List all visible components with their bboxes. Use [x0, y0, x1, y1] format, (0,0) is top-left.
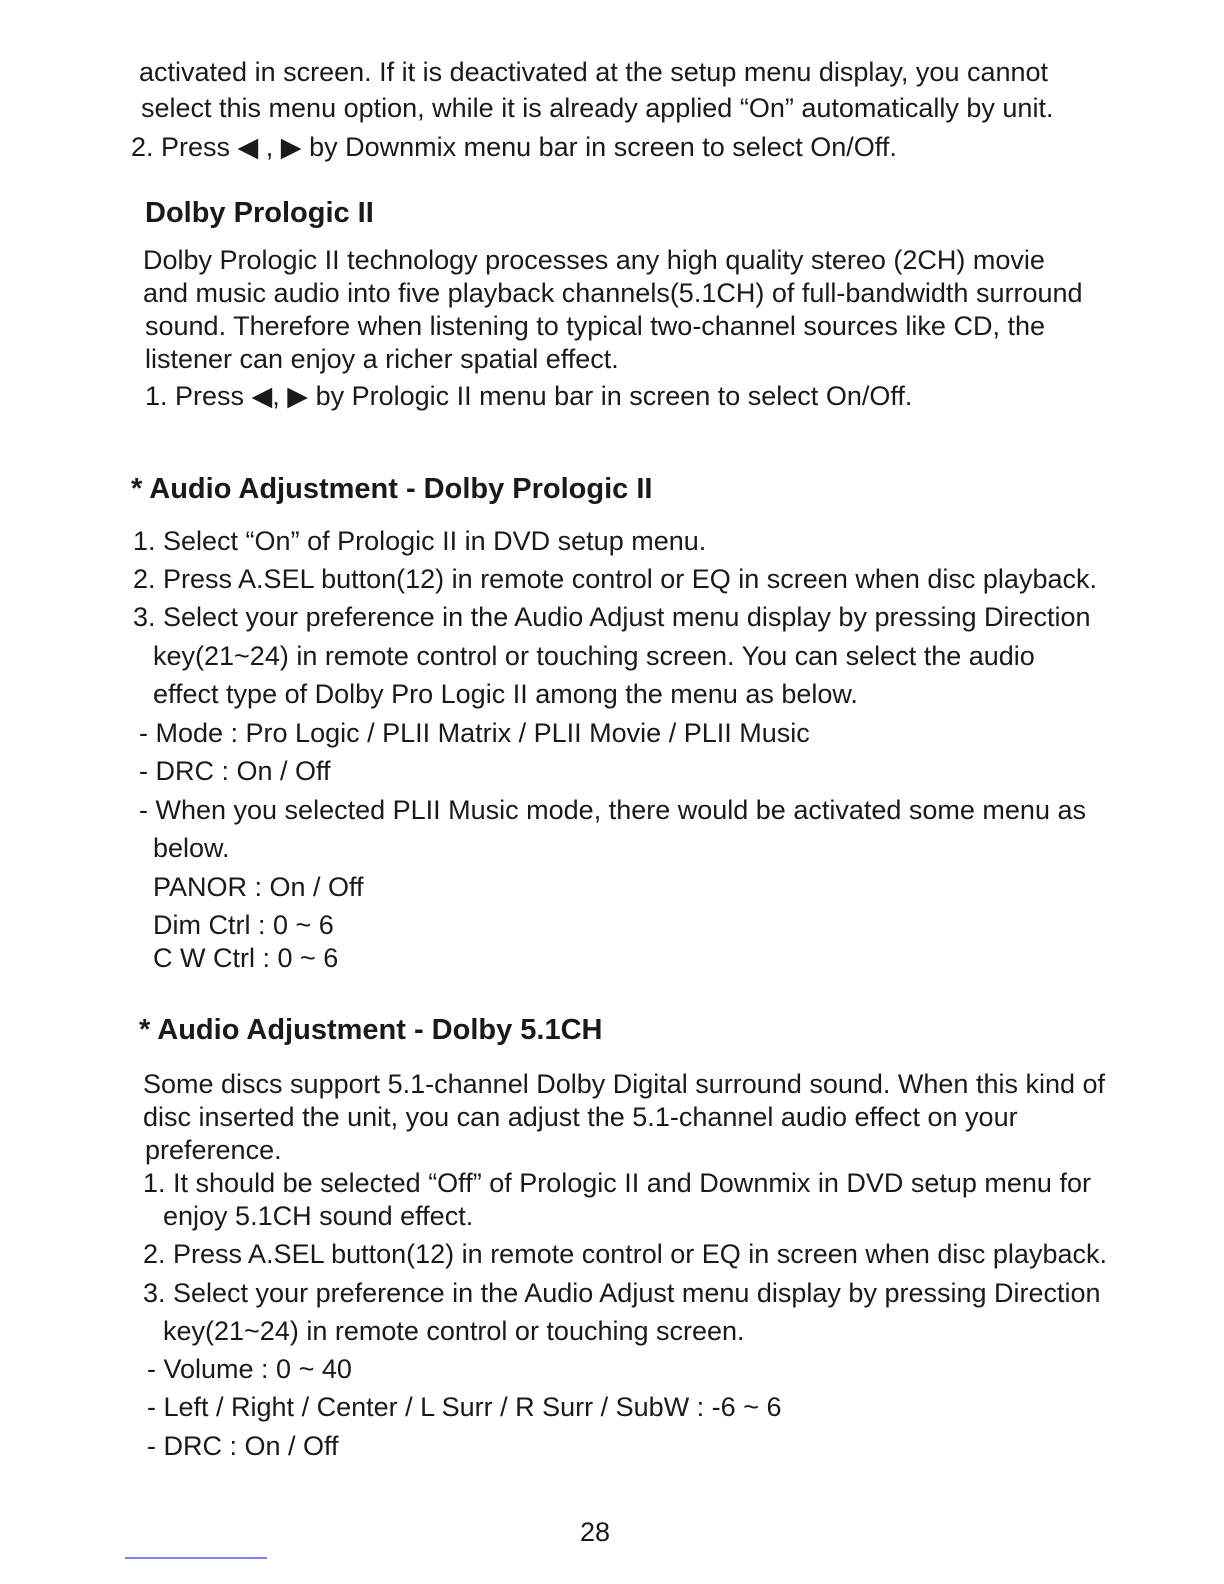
list-item: 3. Select your preference in the Audio Adjust menu display by pressing Direction [133, 602, 1091, 632]
section-title-adj-prologic: * Audio Adjustment - Dolby Prologic II [131, 473, 653, 505]
section-title-adj-51: * Audio Adjustment - Dolby 5.1CH [139, 1014, 603, 1046]
section-title-prologic: Dolby Prologic II [145, 197, 374, 229]
list-item: 3. Select your preference in the Audio Adjust menu display by pressing Direction [143, 1278, 1101, 1308]
list-item: effect type of Dolby Pro Logic II among the menu as below. [153, 679, 858, 709]
intro-line-2: select this menu option, while it is already applied “On” automatically by unit. [141, 93, 1054, 123]
prologic-step-1: 1. Press ◀, ▶ by Prologic II menu bar in screen to select On/Off. [145, 381, 913, 411]
paragraph-line: preference. [145, 1135, 282, 1165]
list-item: C W Ctrl : 0 ~ 6 [153, 943, 339, 973]
list-item: key(21~24) in remote control or touching screen. You can select the audio [153, 641, 1035, 671]
list-item: 1. It should be selected “Off” of Prologic II and Downmix in DVD setup menu for [143, 1168, 1091, 1198]
paragraph-line: and music audio into five playback channels(5.1CH) of full-bandwidth surround [143, 278, 1083, 308]
paragraph-line: sound. Therefore when listening to typical two-channel sources like CD, the [145, 311, 1045, 341]
paragraph-line: Some discs support 5.1-channel Dolby Digital surround sound. When this kind of [143, 1069, 1106, 1099]
list-item: 2. Press A.SEL button(12) in remote control or EQ in screen when disc playback. [133, 564, 1097, 594]
paragraph-line: listener can enjoy a richer spatial effect. [145, 344, 619, 374]
list-item: - Mode : Pro Logic / PLII Matrix / PLII Movie / PLII Music [139, 718, 810, 748]
intro-line-1: activated in screen. If it is deactivated at the setup menu display, you cannot [139, 57, 1049, 87]
list-item: below. [153, 833, 230, 863]
footer-divider [125, 1557, 267, 1559]
list-item: Dim Ctrl : 0 ~ 6 [153, 910, 334, 940]
list-item: enjoy 5.1CH sound effect. [163, 1201, 474, 1231]
list-item: PANOR : On / Off [153, 872, 364, 902]
list-item: 2. Press A.SEL button(12) in remote control or EQ in screen when disc playback. [143, 1239, 1107, 1269]
list-item: - Volume : 0 ~ 40 [147, 1354, 352, 1384]
paragraph-line: disc inserted the unit, you can adjust the 5.1-channel audio effect on your [143, 1102, 1018, 1132]
list-item: - When you selected PLII Music mode, there would be activated some menu as [139, 795, 1086, 825]
list-item: key(21~24) in remote control or touching screen. [163, 1316, 745, 1346]
list-item: - Left / Right / Center / L Surr / R Surr / SubW : -6 ~ 6 [147, 1392, 782, 1422]
intro-step-2: 2. Press ◀ , ▶ by Downmix menu bar in screen to select On/Off. [131, 132, 897, 162]
list-item: - DRC : On / Off [147, 1431, 339, 1461]
list-item: 1. Select “On” of Prologic II in DVD setup menu. [133, 526, 707, 556]
page-number: 28 [580, 1517, 611, 1547]
paragraph-line: Dolby Prologic II technology processes any high quality stereo (2CH) movie [143, 245, 1045, 275]
list-item: - DRC : On / Off [139, 756, 331, 786]
